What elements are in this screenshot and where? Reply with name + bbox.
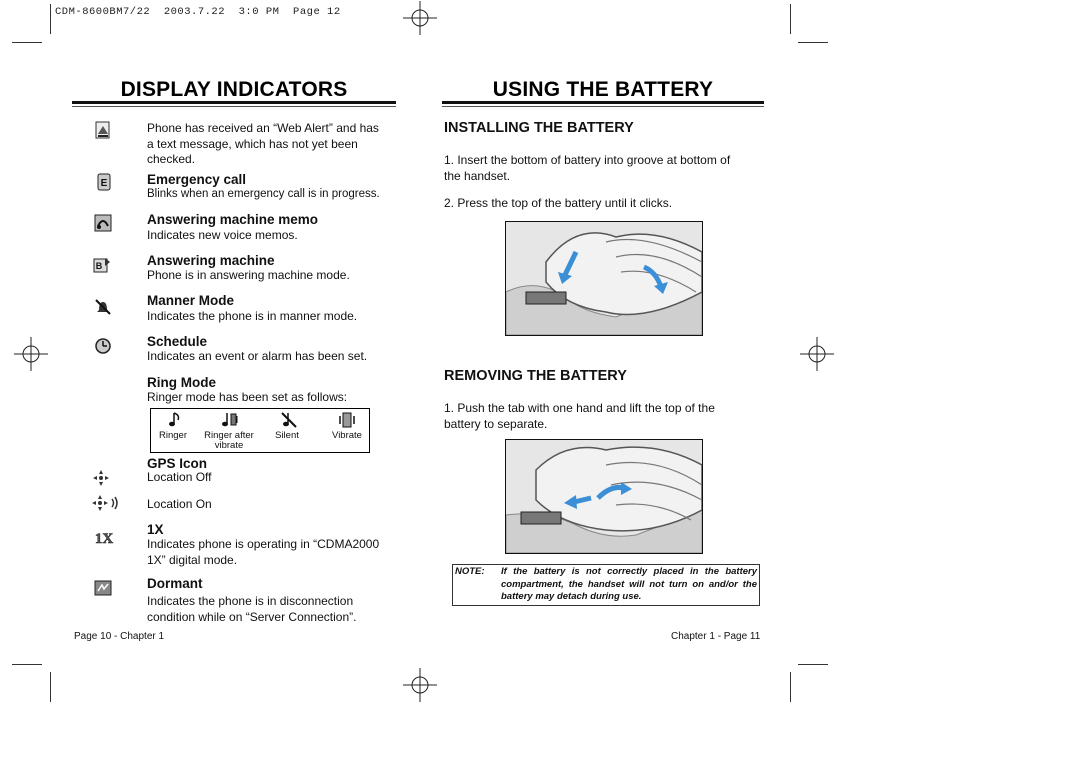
right-page-footer: Chapter 1 - Page 11 [671,631,761,642]
dormant-desc: Indicates the phone is in disconnection condition while on “Server Connection”. [147,594,357,624]
removing-heading: REMOVING THE BATTERY [444,368,627,384]
schedule-title: Schedule [147,334,208,349]
svg-text:1X: 1X [94,531,114,546]
gps-title: GPS Icon [147,456,208,471]
ring-mode-desc: Ringer mode has been set as follows: [147,390,348,404]
ringer-icon [166,411,184,429]
registration-mark-right [800,337,834,371]
manner-mode-title: Manner Mode [147,293,235,308]
answering-machine-memo-icon [94,214,112,232]
left-page-footer: Page 10 - Chapter 1 [74,631,165,642]
gps-on-icon [91,494,121,512]
svg-text:E: E [100,178,108,189]
dormant-title: Dormant [147,576,203,591]
note-box [452,564,760,606]
removing-step-1: 1. Push the tab with one hand and lift the top of the battery to separate. [444,401,715,431]
dormant-icon [94,579,112,597]
emergency-call-title: Emergency call [147,172,247,187]
page-title: DISPLAY INDICATORS [120,78,348,101]
ring-mode-table [150,408,370,453]
web-alert-icon [94,121,112,139]
answering-machine-icon [93,256,111,274]
title-rule [72,101,396,104]
note-tag: NOTE: [455,566,485,577]
registration-mark-top [403,1,437,35]
manner-mode-icon [94,298,112,316]
remove-battery-photo [505,439,703,554]
ring-mode-title: Ring Mode [147,375,216,390]
installing-heading: INSTALLING THE BATTERY [444,120,634,136]
ringer-label: Ringer [159,430,187,441]
answering-machine-title: Answering machine [147,253,275,268]
vibrate-icon [338,411,356,429]
web-alert-desc: Phone has received an “Web Alert” and has a text message, which has not yet been checked. [147,121,379,166]
1x-desc: Indicates phone is operating in “CDMA2000 1X” digital mode. [147,537,380,567]
gps-on-label: Location On [147,497,212,511]
ringer-after-vibrate-icon [220,411,238,429]
answering-machine-memo-title: Answering machine memo [147,212,319,227]
manner-mode-desc: Indicates the phone is in manner mode. [147,309,358,323]
registration-mark-bottom [403,668,437,702]
install-battery-photo [505,221,703,336]
note-text: If the battery is not correctly placed in the battery compartment, the handset will not turn on and/or the battery may detach during use. [501,566,757,602]
title-rule-right [442,101,764,104]
ringer-after-vibrate-label: Ringer after vibrate [204,430,254,451]
emergency-call-desc: Blinks when an emergency call is in progress. [147,188,380,200]
page-title-right: USING THE BATTERY [492,78,714,101]
1x-title: 1X [147,522,164,537]
1x-icon [94,528,114,546]
schedule-desc: Indicates an event or alarm has been set. [147,349,368,363]
vibrate-label: Vibrate [332,430,362,441]
answering-machine-memo-desc: Indicates new voice memos. [147,228,298,242]
installing-step-1: 1. Insert the bottom of battery into groove at bottom of the handset. [444,153,731,183]
schedule-icon [94,336,112,354]
installing-step-2: 2. Press the top of the battery until it clicks. [444,196,673,210]
silent-label: Silent [275,430,299,441]
svg-text:B: B [95,261,103,271]
emergency-call-icon [95,173,113,191]
gps-off-label: Location Off [147,470,212,484]
registration-mark-left [14,337,48,371]
print-header: CDM-8600BM7/22 2003.7.22 3:0 PM Page 12 [55,6,341,18]
gps-off-icon [92,469,110,487]
answering-machine-desc: Phone is in answering machine mode. [147,268,350,282]
silent-icon [280,411,298,429]
